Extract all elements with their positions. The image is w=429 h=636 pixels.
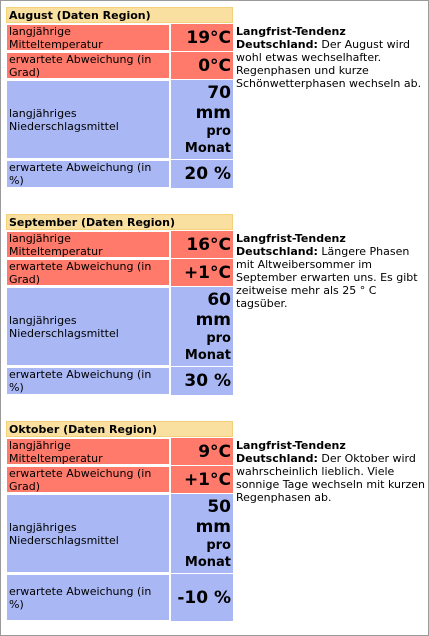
trend-description: Längere Phasen mit Altweibersommer im September erwarten uns. Es gibt zeitweise mehr als 25 ° C tagsüber. — [236, 245, 418, 310]
precipitation-period: Monat — [184, 140, 231, 156]
temperature-label: langjährige Mitteltemperatur — [6, 438, 170, 465]
temperature-value: 19°C — [171, 24, 233, 51]
precipitation-per: pro — [206, 123, 231, 139]
trend-text-block — [236, 439, 426, 504]
percent-deviation-row — [6, 160, 233, 188]
precipitation-unit: mm — [195, 102, 231, 123]
precipitation-value — [171, 494, 233, 573]
deviation-label: erwartete Abweichung (in Grad) — [6, 259, 170, 286]
deviation-row — [6, 466, 233, 493]
trend-text-block — [236, 25, 426, 90]
trend-title: Langfrist-Tendenz — [236, 439, 346, 452]
precipitation-unit: mm — [195, 309, 231, 330]
percent-deviation-label: erwartete Abweichung (in %) — [6, 367, 170, 395]
deviation-row — [6, 52, 233, 79]
month-header: September (Daten Region) — [6, 214, 233, 230]
percent-deviation-row — [6, 367, 233, 395]
precipitation-value — [171, 80, 233, 159]
deviation-value: 0°C — [171, 52, 233, 79]
precipitation-amount: 60 — [207, 289, 231, 310]
percent-deviation-value: 30 % — [171, 367, 233, 395]
trend-region: Deutschland: — [236, 38, 318, 51]
precipitation-per: pro — [206, 537, 231, 553]
trend-region: Deutschland: — [236, 452, 318, 465]
deviation-label: erwartete Abweichung (in Grad) — [6, 466, 170, 493]
deviation-row — [6, 259, 233, 286]
precipitation-label: langjähriges Niederschlagsmittel — [6, 287, 170, 366]
precipitation-row — [6, 287, 233, 366]
precipitation-label: langjähriges Niederschlagsmittel — [6, 494, 170, 573]
temperature-label: langjährige Mitteltemperatur — [6, 24, 170, 51]
temperature-row — [6, 438, 233, 465]
month-table — [6, 421, 233, 621]
precipitation-unit: mm — [195, 516, 231, 537]
temperature-row — [6, 231, 233, 258]
temperature-value: 9°C — [171, 438, 233, 465]
month-header: Oktober (Daten Region) — [6, 421, 233, 437]
precipitation-label: langjähriges Niederschlagsmittel — [6, 80, 170, 159]
month-table — [6, 7, 233, 188]
precipitation-period: Monat — [184, 554, 231, 570]
deviation-value: +1°C — [171, 466, 233, 493]
precipitation-row — [6, 494, 233, 573]
precipitation-amount: 70 — [207, 82, 231, 103]
trend-text-block — [236, 232, 426, 310]
trend-description: Der August wird wohl etwas wechselhafter. Regenphasen und kurze Schönwetterphasen wechseln ab. — [236, 38, 422, 90]
month-header: August (Daten Region) — [6, 7, 233, 23]
precipitation-value — [171, 287, 233, 366]
percent-deviation-label: erwartete Abweichung (in %) — [6, 160, 170, 188]
precipitation-row — [6, 80, 233, 159]
trend-title: Langfrist-Tendenz — [236, 232, 346, 245]
percent-deviation-label: erwartete Abweichung (in %) — [6, 574, 170, 621]
temperature-value: 16°C — [171, 231, 233, 258]
percent-deviation-row — [6, 574, 233, 621]
deviation-value: +1°C — [171, 259, 233, 286]
percent-deviation-value: 20 % — [171, 160, 233, 188]
precipitation-period: Monat — [184, 347, 231, 363]
trend-title: Langfrist-Tendenz — [236, 25, 346, 38]
precipitation-per: pro — [206, 330, 231, 346]
trend-region: Deutschland: — [236, 245, 318, 258]
month-table — [6, 214, 233, 395]
deviation-label: erwartete Abweichung (in Grad) — [6, 52, 170, 79]
trend-description: Der Oktober wird wahrscheinlich lieblich. Viele sonnige Tage wechseln mit kurzen Regenphasen ab. — [236, 452, 426, 504]
temperature-label: langjährige Mitteltemperatur — [6, 231, 170, 258]
precipitation-amount: 50 — [207, 496, 231, 517]
percent-deviation-value: -10 % — [171, 574, 233, 621]
temperature-row — [6, 24, 233, 51]
